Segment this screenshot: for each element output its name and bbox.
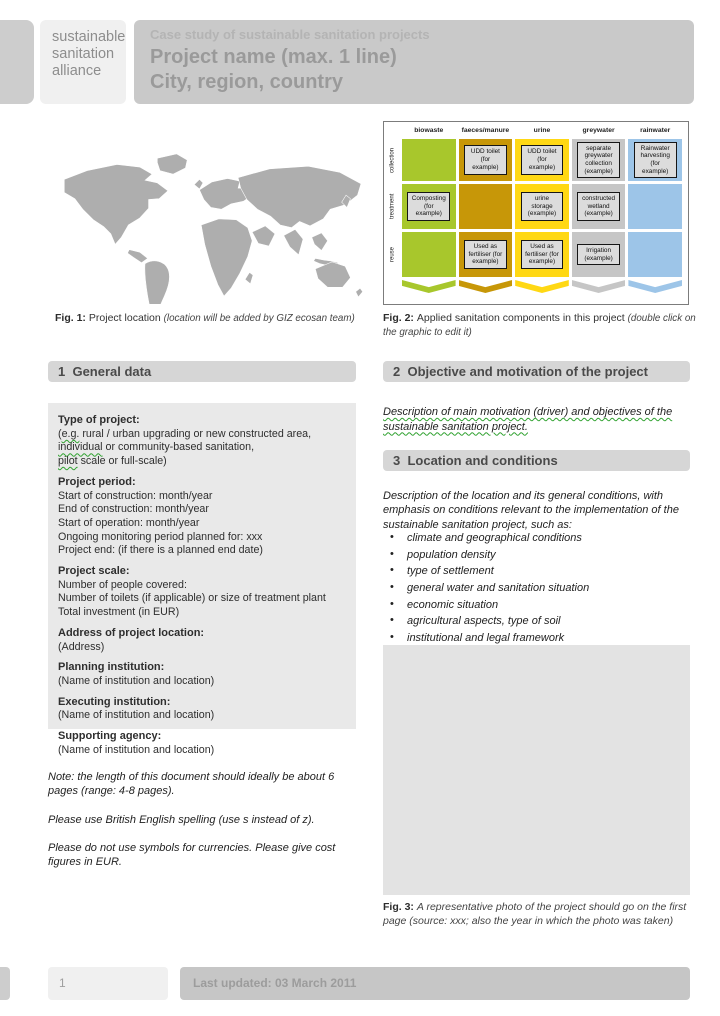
- diagram-row-label: treatment: [389, 193, 396, 220]
- diagram-row-label: collection: [389, 147, 396, 173]
- general-data-group: [58, 696, 346, 723]
- diagram-cell: [515, 232, 569, 277]
- general-data-heading: Type of project:: [58, 414, 140, 426]
- general-data-heading: Planning institution:: [58, 661, 165, 674]
- editorial-note: Note: the length of this document should ideally be about 6 pages (range: 4-8 pages).: [48, 771, 335, 798]
- diagram-corner: [386, 280, 399, 293]
- general-data-line: (Name of institution and location): [58, 709, 215, 722]
- general-data-line: (Address): [58, 640, 105, 653]
- logo-line: alliance: [52, 62, 102, 79]
- objective-description-text: Description of main motivation (driver) and objectives of the sustainable sanitation project.: [383, 406, 673, 433]
- general-data-group: [58, 661, 346, 688]
- diagram-cell: [459, 184, 513, 229]
- general-data-heading: Project period:: [58, 475, 136, 488]
- fig1-note: (location will be added by GIZ ecosan team): [163, 313, 355, 324]
- location-condition-item: • type of settlement: [383, 565, 699, 578]
- location-condition-item: • climate and geographical conditions: [383, 532, 699, 545]
- text-segment: (: [58, 427, 62, 440]
- spellcheck-word: pilot: [58, 455, 78, 468]
- photo-placeholder[interactable]: [383, 645, 690, 895]
- general-data-line: Number of people covered:: [58, 578, 187, 591]
- fig2-label: Fig. 2:: [383, 312, 414, 324]
- diagram-column-header: greywater: [582, 127, 615, 134]
- editorial-notes: [48, 770, 366, 883]
- general-data-group: [58, 414, 346, 469]
- diagram-component-box: urine storage (example): [521, 192, 564, 221]
- general-data-line: Total investment (in EUR): [58, 606, 180, 619]
- section-heading-location: 3 Location and conditions: [383, 450, 690, 471]
- diagram-component-box: Irrigation (example): [577, 244, 620, 265]
- general-data-line: [58, 441, 346, 455]
- diagram-cell: [402, 139, 456, 181]
- general-data-line: End of construction: month/year: [58, 503, 209, 516]
- diagram-cell: [515, 139, 569, 181]
- column-arrow: [515, 280, 569, 293]
- world-map-image: [52, 146, 368, 304]
- column-arrow: [628, 280, 682, 293]
- diagram-component-box: Used as fertiliser (for example): [521, 240, 564, 269]
- diagram-component-box: constructed wetland (example): [577, 192, 620, 221]
- document-kicker: Case study of sustainable sanitation projects: [150, 27, 430, 42]
- diagram-column-header: rainwater: [640, 127, 671, 134]
- text-segment: rural / urban upgrading or new constructed area,: [79, 427, 312, 440]
- diagram-component-box: Used as fertiliser (for example): [464, 240, 507, 269]
- general-data-heading: Project scale:: [58, 565, 130, 577]
- diagram-row-label: reuse: [389, 247, 396, 263]
- diagram-cell: [459, 139, 513, 181]
- fig1-label: Fig. 1:: [55, 312, 86, 324]
- document-title-bar: [134, 20, 694, 104]
- down-chevron-icon: [402, 280, 456, 293]
- column-arrow: [402, 280, 456, 293]
- general-data-line: Number of toilets (if applicable) or size of treatment plant: [58, 592, 326, 605]
- location-condition-item: • institutional and legal framework: [383, 632, 699, 645]
- diagram-column-header: biowaste: [414, 127, 444, 134]
- page-number: 1: [48, 967, 168, 1000]
- location-condition-item: • population density: [383, 549, 699, 562]
- fig3-caption: [383, 901, 701, 928]
- column-arrow: [459, 280, 513, 293]
- world-map-figure[interactable]: [52, 146, 368, 304]
- general-data-line: [58, 455, 346, 469]
- diagram-component-box: Rainwater harvesting (for example): [634, 142, 677, 179]
- general-data-line: (Name of institution and location): [58, 743, 215, 756]
- down-chevron-icon: [515, 280, 569, 293]
- location-condition-item: • economic situation: [383, 599, 699, 612]
- location-description-text: Description of the location and its general conditions, with emphasis on conditions relevant to the implementation of the sustainable sanitation project, such as:: [383, 490, 679, 531]
- general-data-heading: Address of project location:: [58, 626, 205, 639]
- sanitation-components-diagram[interactable]: [383, 121, 689, 305]
- diagram-cell: [402, 232, 456, 277]
- diagram-column-header: urine: [533, 127, 551, 134]
- editorial-note: Please do not use symbols for currencies. Please give cost figures in EUR.: [48, 841, 336, 869]
- diagram-cell: [459, 232, 513, 277]
- logo-line: sanitation: [52, 45, 115, 62]
- fig1-caption: [55, 312, 377, 326]
- diagram-cell: [628, 184, 682, 229]
- general-data-line: [58, 428, 346, 442]
- project-city-placeholder: City, region, country: [150, 71, 343, 94]
- general-data-heading: Executing institution:: [58, 695, 171, 708]
- diagram-component-box: UDD toilet (for example): [521, 145, 564, 174]
- general-data-panel: [48, 403, 356, 756]
- general-data-group: [58, 476, 346, 558]
- diagram-cell: [628, 232, 682, 277]
- editorial-note: Please use British English spelling (use s instead of z).: [48, 813, 315, 826]
- susana-logo: [40, 20, 126, 104]
- page-edge-block-bottom: [0, 967, 10, 1000]
- last-updated-bar: Last updated: 03 March 2011: [180, 967, 690, 1000]
- general-data-group: [58, 627, 346, 654]
- column-arrow: [572, 280, 626, 293]
- fig2-caption: [383, 312, 701, 339]
- fig2-caption-text: Applied sanitation components in this project: [416, 312, 628, 324]
- diagram-component-box: Composting (for example): [407, 192, 450, 221]
- diagram-cell: [572, 232, 626, 277]
- fig2-note: (double click on the graphic to edit it): [383, 313, 696, 338]
- diagram-cell: [402, 184, 456, 229]
- diagram-component-box: separate greywater collection (example): [577, 142, 620, 179]
- section-heading-general-data: 1 General data: [48, 361, 356, 382]
- location-condition-item: • general water and sanitation situation: [383, 582, 699, 595]
- general-data-line: Start of construction: month/year: [58, 489, 213, 502]
- diagram-column-header: faeces/manure: [461, 127, 510, 134]
- section-heading-objective: 2 Objective and motivation of the project: [383, 361, 690, 382]
- general-data-line: Start of operation: month/year: [58, 516, 200, 529]
- project-name-placeholder: Project name (max. 1 line): [150, 46, 397, 68]
- fig3-label: Fig. 3:: [383, 901, 414, 913]
- text-segment: or community-based sanitation,: [102, 441, 255, 454]
- down-chevron-icon: [572, 280, 626, 293]
- diagram-cell: [515, 184, 569, 229]
- general-data-heading: Supporting agency:: [58, 730, 162, 743]
- diagram-cell: [572, 184, 626, 229]
- general-data-line: Ongoing monitoring period planned for: xxx: [58, 530, 263, 543]
- diagram-corner: [386, 125, 399, 136]
- down-chevron-icon: [628, 280, 682, 293]
- spellcheck-word: individual: [58, 441, 103, 454]
- fig3-note: A representative photo of the project should go on the first page (source: xxx; also the year in which the photo was taken): [383, 901, 687, 927]
- down-chevron-icon: [459, 280, 513, 293]
- logo-line: sustainable: [52, 29, 126, 45]
- general-data-group: [58, 730, 346, 757]
- diagram-component-box: UDD toilet (for example): [464, 145, 507, 174]
- general-data-line: (Name of institution and location): [58, 675, 215, 687]
- fig1-caption-text: Project location: [88, 312, 164, 324]
- diagram-cell: [572, 139, 626, 181]
- diagram-cell: [628, 139, 682, 181]
- location-condition-item: • agricultural aspects, type of soil: [383, 615, 699, 628]
- text-segment: scale or full-scale): [77, 455, 167, 468]
- page-edge-block-top: [0, 20, 34, 104]
- general-data-group: [58, 565, 346, 620]
- general-data-line: Project end: (if there is a planned end date): [58, 544, 263, 557]
- spellcheck-word: e.g.: [61, 427, 80, 440]
